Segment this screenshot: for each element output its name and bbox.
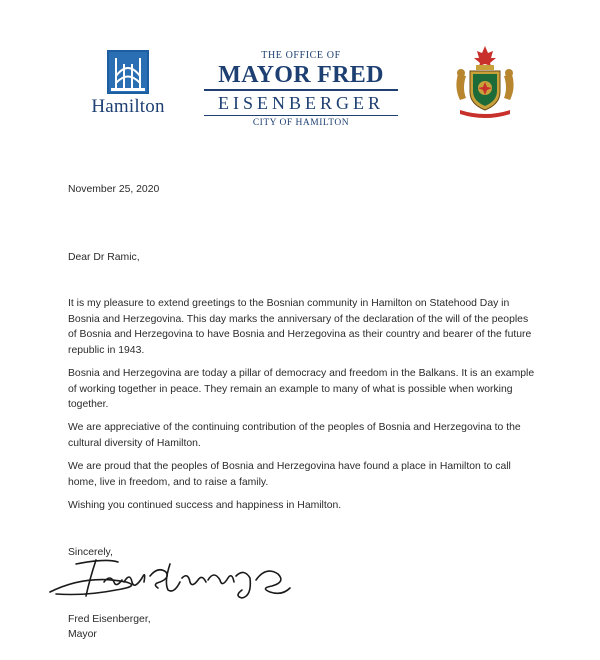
letter-paragraph-4: We are proud that the peoples of Bosnia and Herzegovina have found a place in Hamilton to call home, live in freedom, and to raise a family. xyxy=(68,461,511,488)
hamilton-logo-icon xyxy=(107,50,149,94)
letterhead-rule-top xyxy=(204,89,398,91)
city-of-hamilton-text: CITY OF HAMILTON xyxy=(252,118,350,128)
signer-title: Mayor xyxy=(68,629,97,640)
mayor-name-text: MAYOR FRED xyxy=(218,62,384,88)
mayor-letterhead xyxy=(196,50,406,129)
letter-date: November 25, 2020 xyxy=(68,184,160,195)
hamilton-logo-text: Hamilton xyxy=(91,96,165,117)
signature-icon xyxy=(46,552,296,602)
coat-of-arms-icon xyxy=(452,44,518,120)
letter-closing: Sincerely, xyxy=(68,547,113,558)
letter-paragraph-3: We are appreciative of the continuing contribution of the peoples of Bosnia and Herzegovina to the cultural diversity of Hamilton. xyxy=(68,422,521,449)
letterhead-rule-bottom xyxy=(204,115,398,117)
letter-paragraph-1: It is my pleasure to extend greetings to the Bosnian community in Hamilton on Statehood Day in Bosnia and Herzegovina. This day marks the anniversary of the declaration of the will of the peoples of Bosnia and Herzegovina to have Bosnia and Herzegovina as their country and bearer of the future republic in 1943. xyxy=(68,298,532,356)
letter-paragraph-2: Bosnia and Herzegovina are today a pillar of democracy and freedom in the Balkans. It is an example of working together in peace. They remain an example to many of what is possible when working together. xyxy=(68,368,535,410)
hamilton-logo xyxy=(83,50,173,118)
letter-paragraph-5: Wishing you continued success and happiness in Hamilton. xyxy=(68,500,342,511)
mayor-surname-text: EISENBERGER xyxy=(217,92,384,113)
office-of-text: THE OFFICE OF xyxy=(261,50,341,61)
signer-name: Fred Eisenberger, xyxy=(68,614,151,625)
letter-salutation: Dear Dr Ramic, xyxy=(68,252,140,263)
